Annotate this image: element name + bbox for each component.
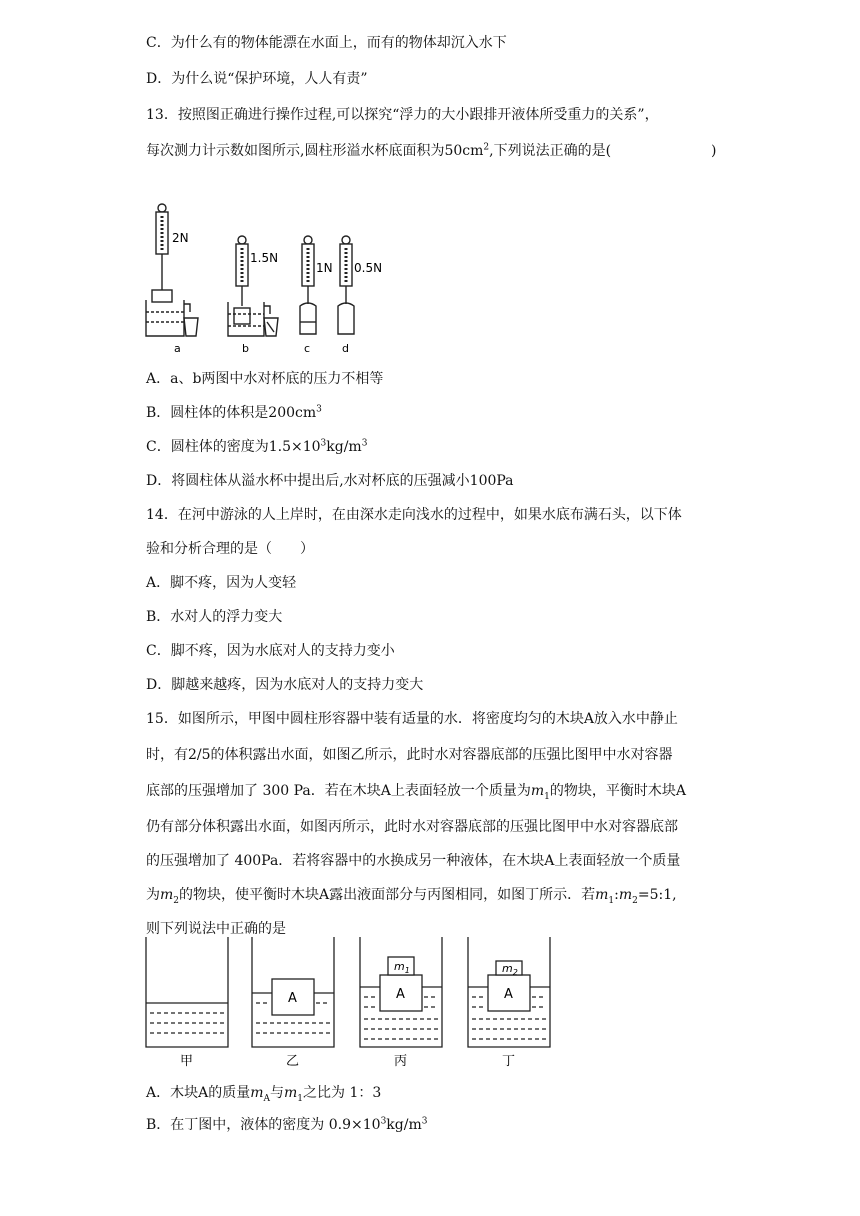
q15-option-a-m1: m xyxy=(250,1085,264,1101)
q13-reading-c: 1N xyxy=(316,261,333,275)
q15-l6-b: 的物块，使平衡时木块A露出液面部分与丙图相同，如图丁所示．若 xyxy=(179,887,596,903)
q15-l3-m: m xyxy=(530,783,545,799)
q13-option-c-sup1: 3 xyxy=(320,438,327,449)
q15-l3-sub: 1 xyxy=(544,791,550,802)
q15-option-a-sub1: A xyxy=(263,1093,271,1104)
q13-figure xyxy=(140,200,390,360)
q13-stem-line2 xyxy=(146,140,717,160)
q15-caption-yi: 乙 xyxy=(286,1054,300,1069)
q13-stem-text-b: ,下列说法正确的是( xyxy=(489,143,612,159)
q15-option-a-post: 之比为 1：3 xyxy=(303,1085,382,1101)
q14-option-c: C．脚不疼，因为水底对人的支持力变小 xyxy=(146,643,395,659)
q15-caption-jia: 甲 xyxy=(180,1054,194,1069)
q15-m2-label: $m_2$ xyxy=(502,962,518,977)
q13-reading-b: 1.5N xyxy=(250,251,279,265)
q15-figure xyxy=(140,935,560,1075)
q13-option-b-text: B．圆柱体的体积是200cm xyxy=(146,405,317,421)
q15-option-a-m2: m xyxy=(284,1085,298,1101)
q15-stem-line5: 的压强增加了 400Pa．若将容器中的水换成另一种液体，在木块A上表面轻放一个质量 xyxy=(146,853,681,869)
q15-option-b xyxy=(146,1114,427,1134)
q15-option-b-sup1: 3 xyxy=(380,1116,387,1127)
q15-m1-label: $m_1$ xyxy=(394,960,410,975)
q14-option-a: A．脚不疼，因为人变轻 xyxy=(146,575,297,591)
q12-option-c: C．为什么有的物体能漂在水面上，而有的物体却沉入水下 xyxy=(146,35,507,51)
q15-block-yi: A xyxy=(288,991,297,1006)
q15-stem-line2: 时，有2/5的体积露出水面，如图乙所示，此时水对容器底部的压强比图甲中水对容器 xyxy=(146,747,673,763)
q15-caption-ding: 丁 xyxy=(502,1054,516,1069)
q15-l6-m2: m xyxy=(618,887,633,903)
q15-block-ding: A xyxy=(504,987,513,1002)
q15-l3-text-b: 的物块，平衡时木块A xyxy=(549,783,687,799)
q12-option-d: D．为什么说“保护环境，人人有责” xyxy=(146,71,368,87)
q13-option-a: A．a、b两图中水对杯底的压力不相等 xyxy=(146,371,384,387)
q15-l6-m: m xyxy=(160,887,174,903)
q13-reading-a: 2N xyxy=(172,231,189,245)
q15-block-bing: A xyxy=(396,987,405,1002)
q15-option-b-sup2: 3 xyxy=(421,1116,428,1127)
q13-option-d: D．将圆柱体从溢水杯中提出后,水对杯底的压强减小100Pa xyxy=(146,473,514,489)
q15-l6-sub2: 2 xyxy=(632,895,638,906)
q13-reading-d: 0.5N xyxy=(354,261,383,275)
q14-option-d: D．脚越来越疼，因为水底对人的支持力变大 xyxy=(146,677,424,693)
q15-stem-line1: 15．如图所示，甲图中圆柱形容器中装有适量的水．将密度均匀的木块A放入水中静止 xyxy=(146,711,678,727)
q13-option-b-sup: 3 xyxy=(316,404,322,415)
q13-option-c-unit: kg/m xyxy=(326,439,362,455)
q13-label-d: d xyxy=(342,342,349,355)
q14-stem-line1: 14．在河中游泳的人上岸时，在由深水走向浅水的过程中，如果水底布满石头，以下体 xyxy=(146,507,682,523)
q15-l6-sub1: 1 xyxy=(608,895,615,906)
q15-option-a-text: A．木块A的质量 xyxy=(146,1085,251,1101)
q15-l6-c: : xyxy=(614,887,619,903)
q15-l3-text: 底部的压强增加了 300 Pa．若在木块A上表面轻放一个质量为 xyxy=(146,783,531,799)
q15-option-a-mid: 与 xyxy=(270,1085,285,1101)
q15-option-a-sub2: 1 xyxy=(297,1093,304,1104)
q13-option-c xyxy=(146,436,367,456)
q14-option-b: B．水对人的浮力变大 xyxy=(146,609,283,625)
q15-option-b-unit: kg/m xyxy=(386,1117,422,1133)
q15-option-b-text: B．在丁图中，液体的密度为 0.9×10 xyxy=(146,1117,381,1133)
q15-l6-d: =5:1, xyxy=(637,887,677,903)
q14-stem-line2: 验和分析合理的是（ ） xyxy=(146,541,314,557)
q13-stem-sup: 2 xyxy=(483,142,490,153)
q15-l6-a: 为 xyxy=(146,887,160,903)
q15-stem-line6 xyxy=(146,884,677,906)
q13-answer-paren: ) xyxy=(711,143,717,159)
q15-l6-sub: 2 xyxy=(173,895,180,906)
q13-label-a: a xyxy=(174,342,181,355)
q15-option-a xyxy=(146,1082,381,1104)
q13-option-b xyxy=(146,402,322,422)
q15-caption-bing: 丙 xyxy=(394,1054,408,1069)
q15-stem-line7: 则下列说法中正确的是 xyxy=(146,921,286,937)
q13-label-b: b xyxy=(242,342,249,355)
q15-l6-m1: m xyxy=(595,887,609,903)
q13-stem-line1: 13．按照图正确进行操作过程,可以探究“浮力的大小跟排开液体所受重力的关系”， xyxy=(146,107,659,123)
q15-stem-line4: 仍有部分体积露出水面，如图丙所示，此时水对容器底部的压强比图甲中水对容器底部 xyxy=(146,819,678,835)
q13-option-c-sup2: 3 xyxy=(361,438,368,449)
q13-stem-text: 每次测力计示数如图所示,圆柱形溢水杯底面积为50cm xyxy=(146,143,484,159)
q13-label-c: c xyxy=(304,342,311,355)
q13-option-c-text: C．圆柱体的密度为1.5×10 xyxy=(146,439,321,455)
q15-stem-line3 xyxy=(146,780,686,802)
